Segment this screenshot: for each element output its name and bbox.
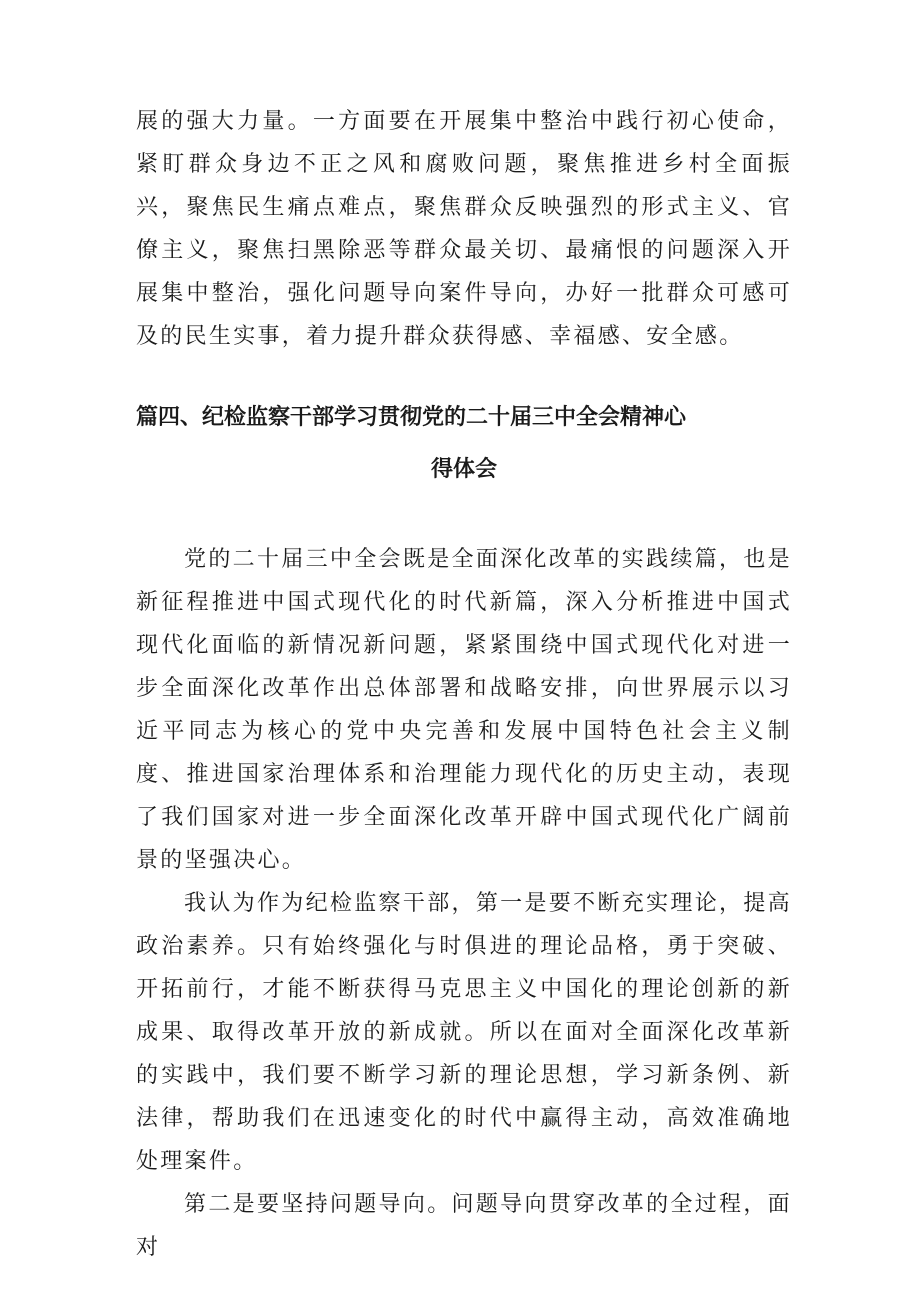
spacer (136, 496, 792, 538)
spacer (136, 358, 792, 392)
paragraph-3: 第二是要坚持问题导向。问题导向贯穿改革的全过程，面对 (136, 1192, 792, 1260)
section-heading-line1: 篇四、纪检监察干部学习贯彻党的二十届三中全会精神心 (136, 405, 687, 430)
paragraph-1: 党的二十届三中全会既是全面深化改革的实践续篇，也是新征程推进中国式现代化的时代新篇，深入分析推进中国式现代化面临的新情况新问题，紧紧围绕中国式现代化对进一步全面深化改革作出总体部署和战略安排，向世界展示以习近平同志为核心的党中央完善和发展中国特色社会主义制度、推进国家治理体系和治理能力现代化的历史主动，表现了我们国家对进一步全面深化改革开辟中国式现代化广阔前景的坚强决心。 (136, 547, 792, 873)
paragraph-continuation: 展的强大力量。一方面要在开展集中整治中践行初心使命，紧盯群众身边不正之风和腐败问题，聚焦推进乡村全面振兴，聚焦民生痛点难点，聚焦群众反映强烈的形式主义、官僚主义，聚焦扫黑除恶等群众最关切、最痛恨的问题深入开展集中整治，强化问题导向案件导向，办好一批群众可感可及的民生实事，着力提升群众获得感、幸福感、安全感。 (136, 109, 792, 349)
section-heading-line2: 得体会 (430, 457, 497, 482)
paragraph-2: 我认为作为纪检监察干部，第一是要不断充实理论，提高政治素养。只有始终强化与时俱进的理论品格，勇于突破、开拓前行，才能不断获得马克思主义中国化的理论创新的新成果、取得改革开放的新成就。所以在面对全面深化改革新的实践中，我们要不断学习新的理论思想，学习新条例、新法律，帮助我们在迅速变化的时代中赢得主动，高效准确地处理案件。 (136, 891, 792, 1174)
document-body (136, 100, 792, 1269)
